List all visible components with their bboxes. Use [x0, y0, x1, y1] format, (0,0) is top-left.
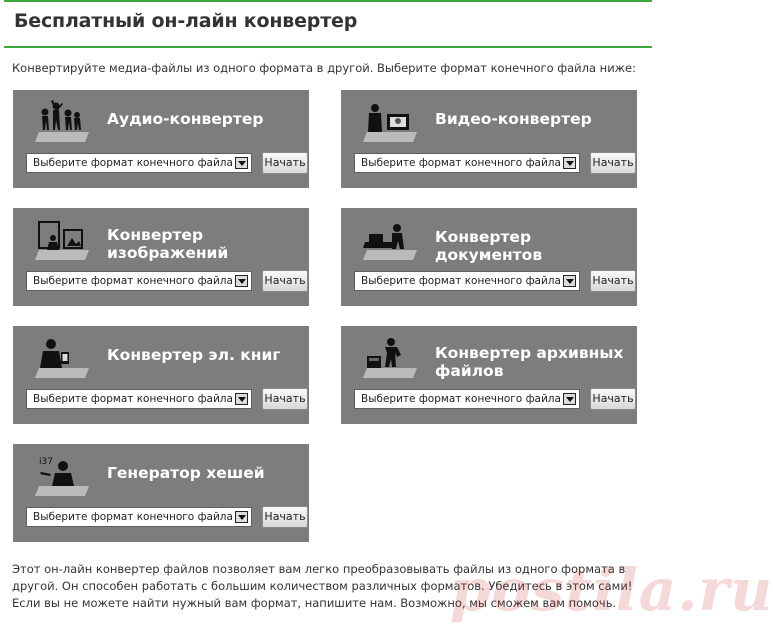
format-select-label: Выберите формат конечного файла [33, 275, 233, 287]
start-button[interactable]: Начать [262, 152, 308, 174]
watermark: postila.ru [450, 556, 773, 624]
start-button[interactable]: Начать [262, 270, 308, 292]
audio-people-icon [31, 98, 89, 144]
format-select-label: Выберите формат конечного файла [33, 511, 233, 523]
top-divider [4, 0, 652, 2]
format-select-label: Выберите формат конечного файла [361, 275, 561, 287]
video-camera-person-icon [359, 98, 417, 144]
image-frames-icon [31, 216, 89, 262]
converter-card-video [341, 90, 637, 188]
converter-card-documents [341, 208, 637, 306]
start-button[interactable]: Начать [590, 152, 636, 174]
converter-title: Конвертер эл. книг [107, 346, 281, 364]
page-title: Бесплатный он-лайн конвертер [14, 10, 358, 32]
format-select[interactable] [26, 271, 252, 291]
format-select[interactable] [354, 389, 580, 409]
dropdown-arrow-icon[interactable] [563, 393, 576, 405]
dropdown-arrow-icon[interactable] [235, 157, 248, 169]
converter-title: Конвертер архивных файлов [435, 344, 624, 380]
ebook-reader-icon [31, 334, 89, 380]
converter-title: Конвертер документов [435, 228, 543, 264]
start-button[interactable]: Начать [590, 388, 636, 410]
document-desk-icon [359, 216, 417, 262]
dropdown-arrow-icon[interactable] [235, 511, 248, 523]
format-select-label: Выберите формат конечного файла [361, 393, 561, 405]
dropdown-arrow-icon[interactable] [235, 393, 248, 405]
start-button[interactable]: Начать [262, 506, 308, 528]
start-button[interactable]: Начать [590, 270, 636, 292]
format-select[interactable] [354, 153, 580, 173]
converter-card-audio [13, 90, 309, 188]
converter-title: Аудио-конвертер [107, 110, 264, 128]
start-button[interactable]: Начать [262, 388, 308, 410]
archive-box-icon [359, 334, 417, 380]
intro-text: Конвертируйте медиа-файлы из одного формата в другой. Выберите формат конечного файла ниже: [12, 61, 636, 75]
hash-thinker-icon [31, 452, 89, 498]
dropdown-arrow-icon[interactable] [563, 157, 576, 169]
format-select[interactable] [26, 507, 252, 527]
format-select[interactable] [26, 389, 252, 409]
converter-title: Видео-конвертер [435, 110, 592, 128]
title-divider [4, 46, 652, 48]
converter-title: Генератор хешей [107, 464, 265, 482]
description-text: Этот он-лайн конвертер файлов позволяет вам легко преобразовывать файлы из одного формата в другой. Он способен работать с большим количеством различных форматов. Убедитесь в этом сами! Если вы не можете найти нужный вам формат, напишите нам. Возможно, мы сможем вам помочь. [12, 562, 633, 610]
converter-card-archives [341, 326, 637, 424]
converter-card-hashes [13, 444, 309, 542]
format-select-label: Выберите формат конечного файла [33, 157, 233, 169]
dropdown-arrow-icon[interactable] [235, 275, 248, 287]
converter-title: Конвертер изображений [107, 226, 229, 262]
format-select-label: Выберите формат конечного файла [33, 393, 233, 405]
dropdown-arrow-icon[interactable] [563, 275, 576, 287]
svg-text:i37: i37 [39, 457, 53, 467]
format-select-label: Выберите формат конечного файла [361, 157, 561, 169]
converter-card-images [13, 208, 309, 306]
format-select[interactable] [354, 271, 580, 291]
format-select[interactable] [26, 153, 252, 173]
converter-card-ebooks [13, 326, 309, 424]
